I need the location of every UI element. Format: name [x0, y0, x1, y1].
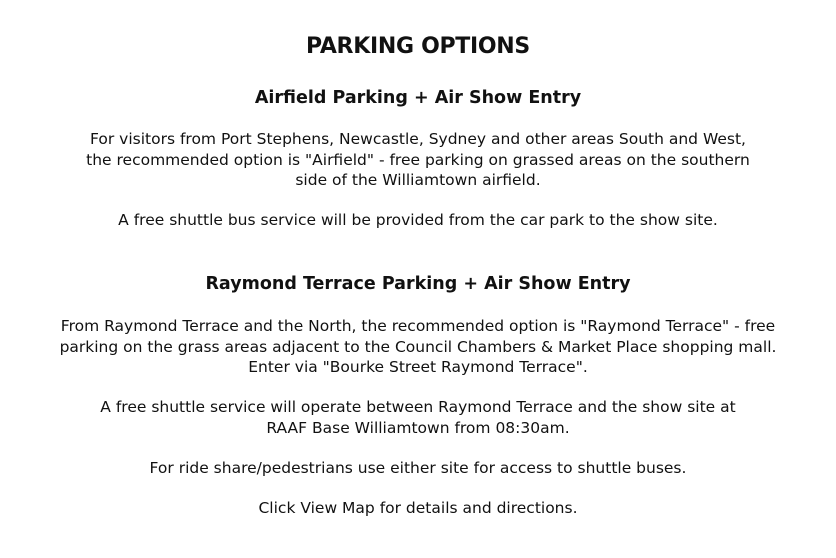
- raymond-description-line: parking on the grass areas adjacent to the Council Chambers & Market Place shopping mall.: [59, 337, 777, 356]
- page-title: PARKING OPTIONS: [306, 34, 530, 59]
- view-map-line: Click View Map for details and directions.: [258, 499, 578, 517]
- raymond-shuttle-line: RAAF Base Williamtown from 08:30am.: [266, 418, 570, 437]
- airfield-description-line: For visitors from Port Stephens, Newcastle, Sydney and other areas South and West,: [90, 130, 746, 148]
- raymond-terrace-heading: Raymond Terrace Parking + Air Show Entry: [205, 274, 631, 294]
- airfield-description-line: side of the Williamtown airfield.: [295, 171, 541, 189]
- raymond-terrace-description: [0, 316, 836, 378]
- airfield-description-line: the recommended option is "Airfield" - free parking on grassed areas on the southern: [86, 150, 750, 169]
- raymond-shuttle-line: A free shuttle service will operate between Raymond Terrace and the show site at: [100, 398, 736, 416]
- raymond-shuttle-note: [0, 397, 836, 438]
- rideshare-note: [0, 458, 836, 479]
- rideshare-line: For ride share/pedestrians use either site for access to shuttle buses.: [149, 459, 687, 477]
- airfield-shuttle-note: [0, 210, 836, 231]
- raymond-description-line: Enter via "Bourke Street Raymond Terrace".: [248, 358, 588, 376]
- view-map-note: [0, 498, 836, 519]
- airfield-heading: Airfield Parking + Air Show Entry: [254, 88, 582, 108]
- raymond-description-line: From Raymond Terrace and the North, the recommended option is "Raymond Terrace" - free: [60, 317, 776, 335]
- airfield-description: [0, 129, 836, 191]
- airfield-shuttle-line: A free shuttle bus service will be provided from the car park to the show site.: [118, 211, 718, 229]
